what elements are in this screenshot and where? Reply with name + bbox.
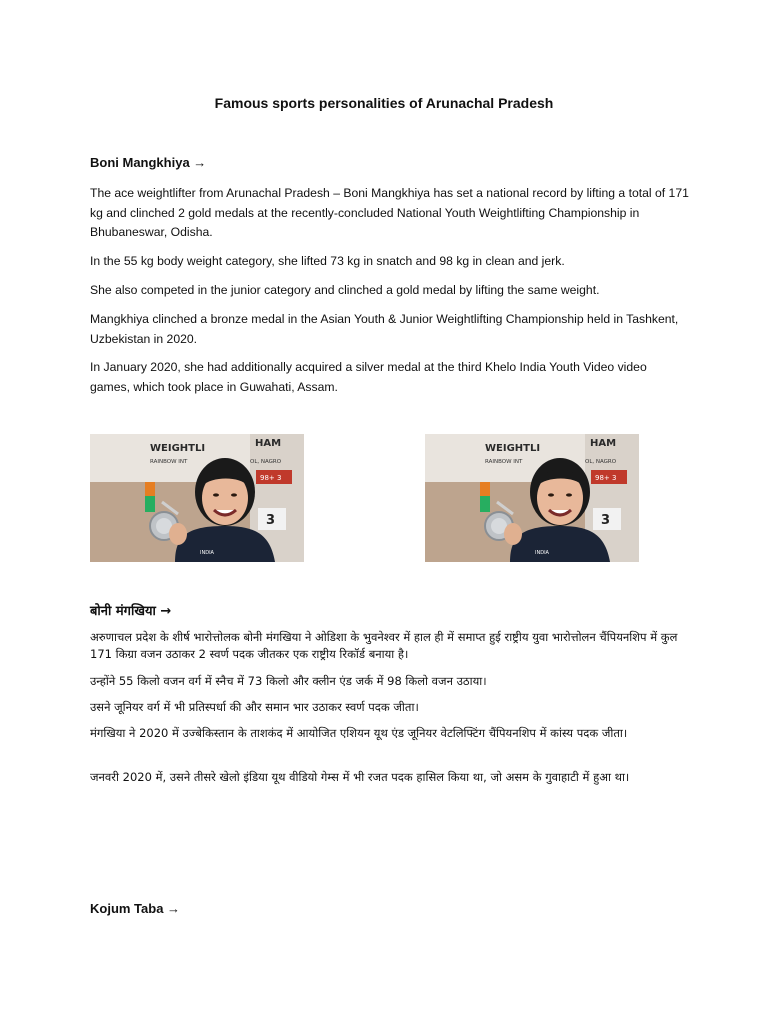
banner-subtext-right: OL, NAGRO: [250, 459, 282, 465]
paragraph-hindi: जनवरी 2020 में, उसने तीसरे खेलो इंडिया यूथ वीडियो गेम्स में भी रजत पदक हासिल किया था, जो असम के गुवाहाटी में हुआ था।: [90, 770, 630, 784]
paragraph: The ace weightlifter from Arunachal Pradesh – Boni Mangkhiya has set a national record by lifting a total of 171 kg and clinched 2 gold medals at the recently-concluded National Youth Weightlifting Championship in Bhubaneswar, Odisha.: [90, 186, 689, 239]
sign-text: 98+ 3: [595, 474, 617, 482]
shirt-text: INDIA: [535, 550, 549, 556]
paragraph-hindi: उन्होंने 55 किलो वजन वर्ग में स्नैच में 73 किलो और क्लीन एंड जर्क में 98 किलो वजन उठाया।: [90, 674, 487, 688]
athlete-photo: [425, 434, 639, 562]
sign-number: 3: [266, 513, 276, 528]
section-heading-boni-hindi: बोनी मंगखिया →: [90, 604, 172, 619]
banner-text-right: HAM: [590, 438, 617, 449]
paragraph: Mangkhiya clinched a bronze medal in the Asian Youth & Junior Weightlifting Championship held in Tashkent, Uzbekistan in 2020.: [90, 312, 679, 346]
section-heading-boni-english: Boni Mangkhiya →: [90, 155, 207, 170]
banner-subtext: RAINBOW INT: [485, 459, 523, 465]
banner-text-right: HAM: [255, 438, 282, 449]
banner-text: WEIGHTLI: [485, 443, 541, 454]
banner-subtext-right: OL, NAGRO: [585, 459, 617, 465]
paragraph-hindi: उसने जूनियर वर्ग में भी प्रतिस्पर्धा की और समान भार उठाकर स्वर्ण पदक जीता।: [90, 700, 419, 714]
page-title: Famous sports personalities of Arunachal Pradesh: [214, 95, 554, 111]
banner-text: WEIGHTLI: [150, 443, 206, 454]
paragraph: In January 2020, she had additionally acquired a silver medal at the third Khelo India Youth Video video games, which took place in Guwahati, Assam.: [90, 360, 647, 394]
sign-number: 3: [601, 513, 611, 528]
shirt-text: INDIA: [200, 550, 214, 556]
paragraph: In the 55 kg body weight category, she lifted 73 kg in snatch and 98 kg in clean and jerk.: [90, 254, 565, 268]
paragraph-hindi: मंगखिया ने 2020 में उज्बेकिस्तान के ताशकंद में आयोजित एशियन यूथ एंड जूनियर वेटलिफ्टिंग चैंपियनशिप में कांस्य पदक जीता।: [90, 726, 628, 740]
section-heading-kojum: Kojum Taba →: [90, 901, 181, 916]
sign-text: 98+ 3: [260, 474, 282, 482]
paragraph-hindi: अरुणाचल प्रदेश के शीर्ष भारोत्तोलक बोनी मंगखिया ने ओडिशा के भुवनेश्वर में हाल ही में समाप्त हुई राष्ट्रीय युवा भारोत्तोलन चैंपियनशिप में कुल 171 किग्रा वजन उठाकर 2 स्वर्ण पदक जीतकर एक राष्ट्रीय रिकॉर्ड बनाया है।: [90, 630, 678, 661]
athlete-photo: [90, 434, 304, 562]
paragraph: She also competed in the junior category and clinched a gold medal by lifting the same weight.: [90, 283, 600, 297]
banner-subtext: RAINBOW INT: [150, 459, 188, 465]
